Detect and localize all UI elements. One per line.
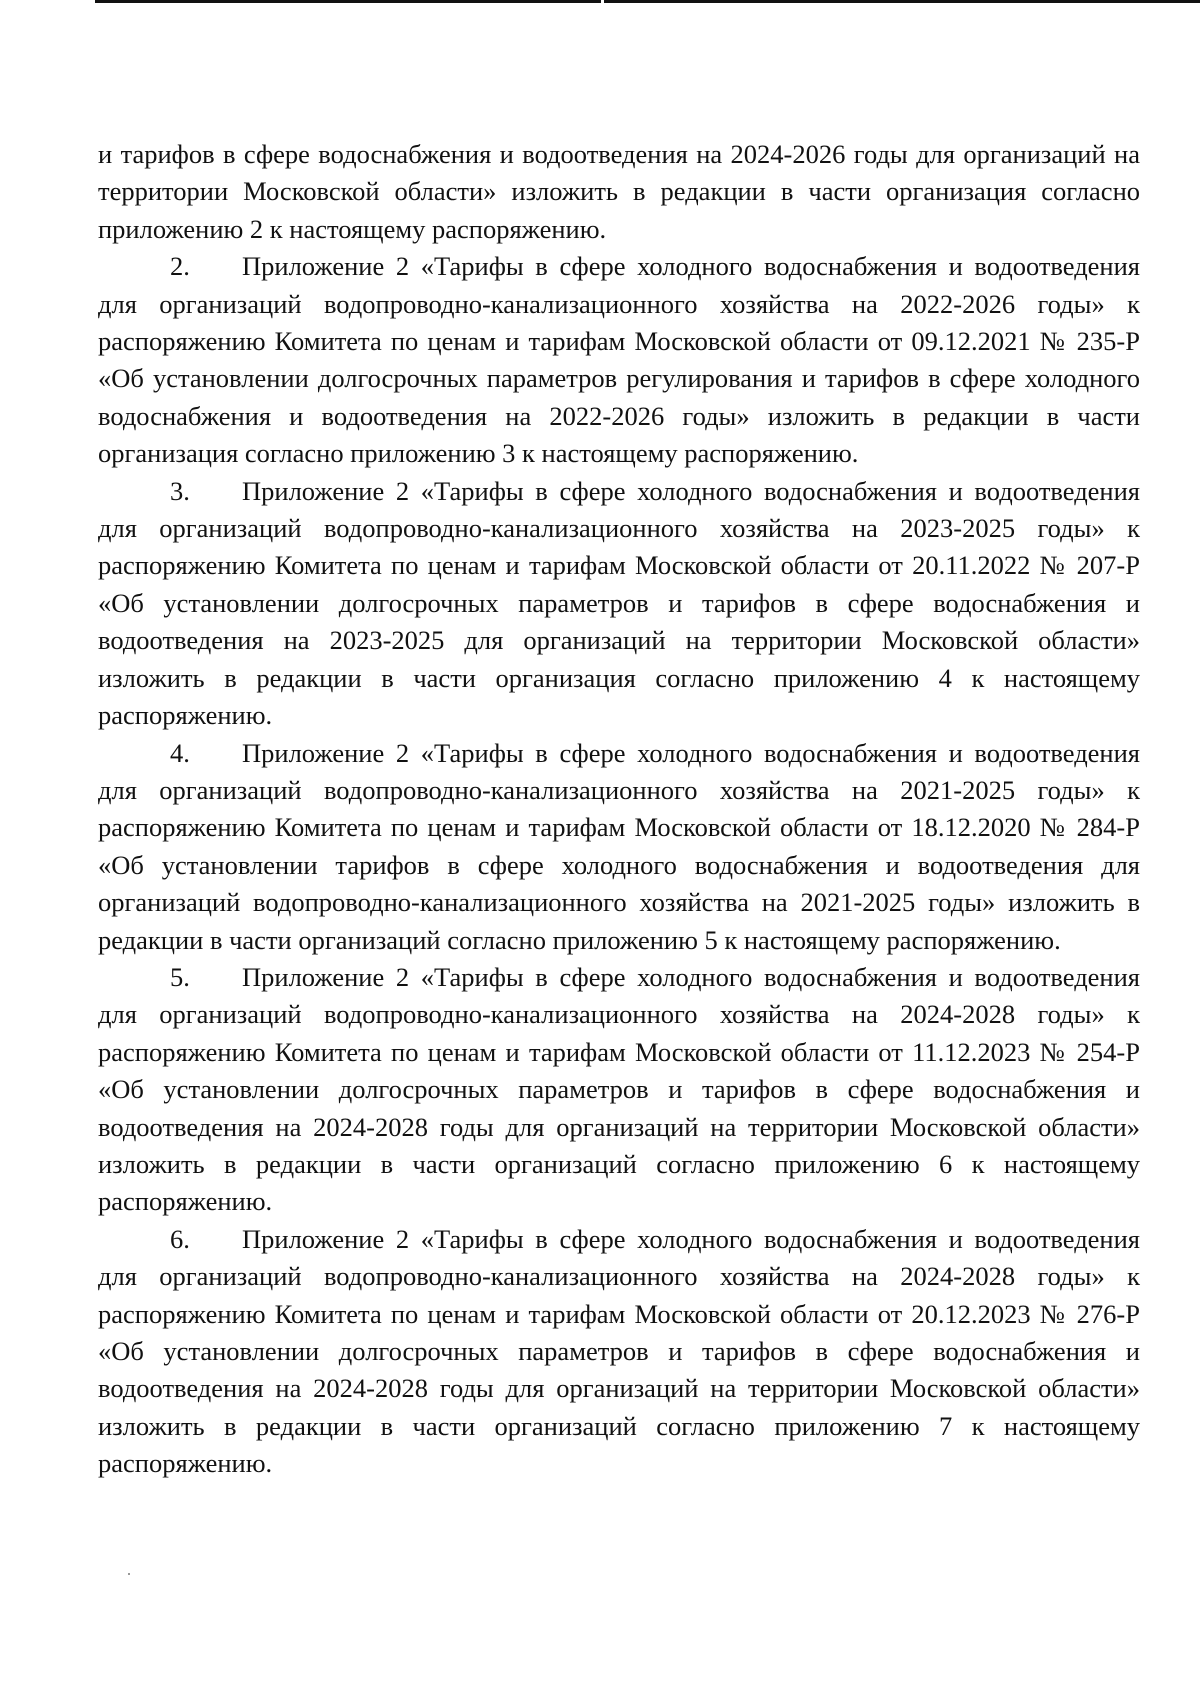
list-item xyxy=(98,473,1140,735)
item-number: 2. xyxy=(170,251,190,282)
list-item xyxy=(98,1221,1140,1483)
scan-edge-line xyxy=(95,0,601,3)
document-body xyxy=(98,136,1140,1483)
list-item xyxy=(98,248,1140,472)
item-text: Приложение 2 «Тарифы в сфере холодного водоснабжения и водоотведения для организаций водопроводно-канализационного хозяйства на 2024-2028 годы» к распоряжению Комитета по ценам и тарифам Московской области от 11.12.2023 № 254-Р «Об установлении долгосрочных параметров и тарифов в сфере водоснабжения и водоотведения на 2024-2028 годы для организаций на территории Московской области» изложить в редакции в части организаций согласно приложению 6 к настоящему распоряжению. xyxy=(98,961,1140,1217)
item-number: 4. xyxy=(170,737,190,768)
scan-speck xyxy=(128,1573,130,1575)
list-item xyxy=(98,959,1140,1221)
list-item xyxy=(98,735,1140,959)
item-number: 6. xyxy=(170,1223,190,1254)
item-number: 5. xyxy=(170,961,190,992)
item-text: Приложение 2 «Тарифы в сфере холодного водоснабжения и водоотведения для организаций водопроводно-канализационного хозяйства на 2022-2026 годы» к распоряжению Комитета по ценам и тарифам Московской области от 09.12.2021 № 235-Р «Об установлении долгосрочных параметров регулирования и тарифов в сфере холодного водоснабжения и водоотведения на 2022-2026 годы» изложить в редакции в части организация согласно приложению 3 к настоящему распоряжению. xyxy=(98,251,1140,469)
item-number: 3. xyxy=(170,475,190,506)
item-text: Приложение 2 «Тарифы в сфере холодного водоснабжения и водоотведения для организаций водопроводно-канализационного хозяйства на 2023-2025 годы» к распоряжению Комитета по ценам и тарифам Московской области от 20.11.2022 № 207-Р «Об установлении долгосрочных параметров и тарифов в сфере водоснабжения и водоотведения на 2023-2025 для организаций на территории Московской области» изложить в редакции в части организация согласно приложению 4 к настоящему распоряжению. xyxy=(98,475,1140,731)
item-text: Приложение 2 «Тарифы в сфере холодного водоснабжения и водоотведения для организаций водопроводно-канализационного хозяйства на 2021-2025 годы» к распоряжению Комитета по ценам и тарифам Московской области от 18.12.2020 № 284-Р «Об установлении тарифов в сфере холодного водоснабжения и водоотведения для организаций водопроводно-канализационного хозяйства на 2021-2025 годы» изложить в редакции в части организаций согласно приложению 5 к настоящему распоряжению. xyxy=(98,737,1140,955)
item-text: Приложение 2 «Тарифы в сфере холодного водоснабжения и водоотведения для организаций водопроводно-канализационного хозяйства на 2024-2028 годы» к распоряжению Комитета по ценам и тарифам Московской области от 20.12.2023 № 276-Р «Об установлении долгосрочных параметров и тарифов в сфере водоснабжения и водоотведения на 2024-2028 годы для организаций на территории Московской области» изложить в редакции в части организаций согласно приложению 7 к настоящему распоряжению. xyxy=(98,1223,1140,1479)
scan-edge-line xyxy=(604,0,1200,3)
continuation-paragraph: и тарифов в сфере водоснабжения и водоотведения на 2024-2026 годы для организаций на территории Московской области» изложить в редакции в части организация согласно приложению 2 к настоящему распоряжению. xyxy=(98,139,1140,244)
